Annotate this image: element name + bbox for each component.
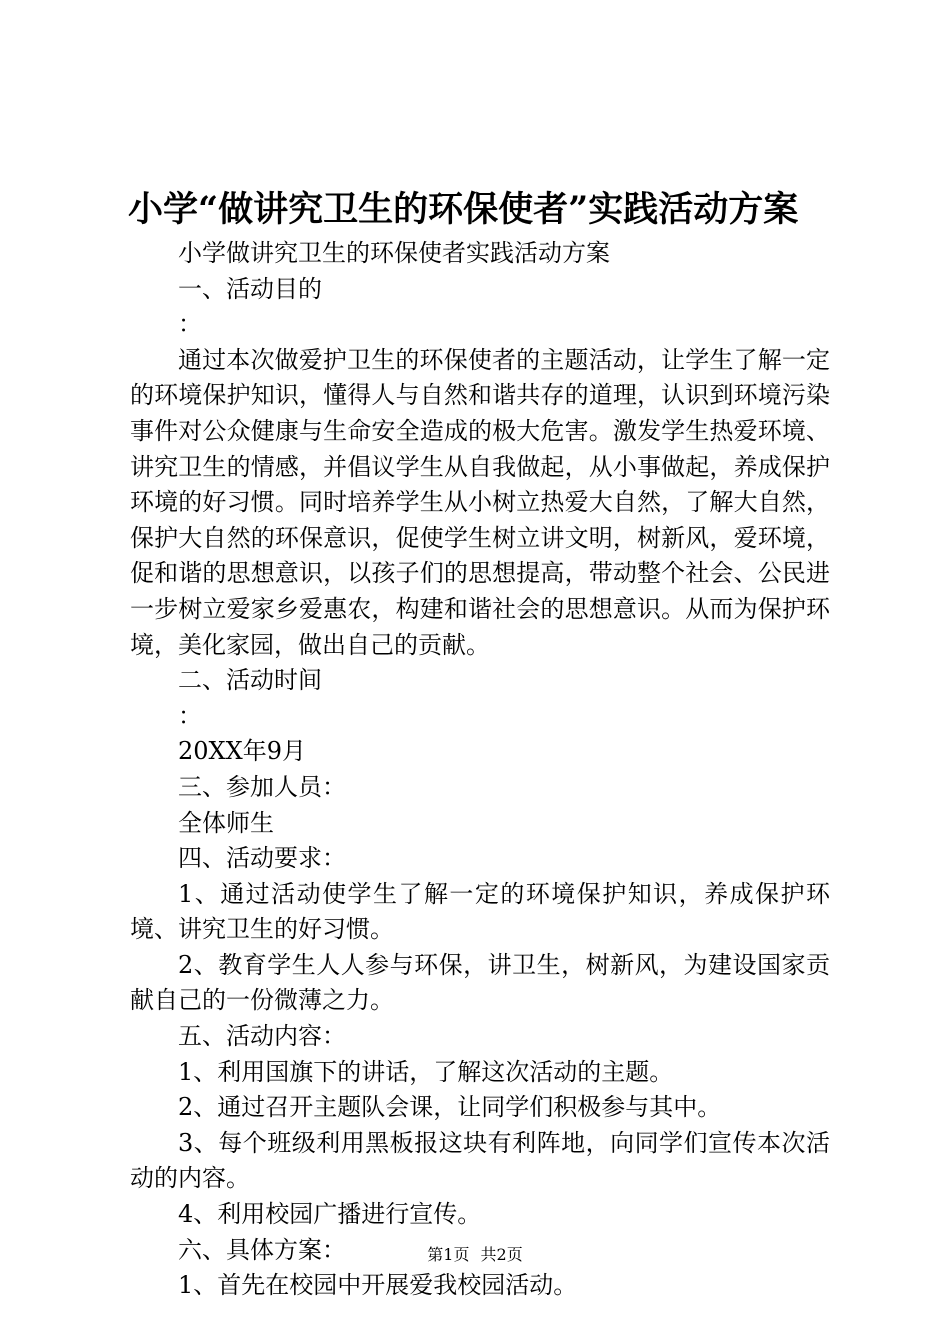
section-heading-purpose: 一、活动目的	[178, 274, 322, 303]
section-heading-content: 五、活动内容：	[178, 1022, 346, 1051]
list-item: 1、首先在校园中开展爱我校园活动。	[178, 1271, 578, 1300]
section-heading-plan: 六、具体方案：	[178, 1235, 346, 1264]
section-heading-requirements: 四、活动要求：	[178, 844, 346, 873]
document-title: 小学“做讲究卫生的环保使者”实践活动方案	[128, 189, 799, 230]
list-item: 1、利用国旗下的讲话，了解这次活动的主题。	[178, 1057, 674, 1086]
paragraph-participants: 全体师生	[178, 808, 274, 837]
list-item: 1、通过活动使学生了解一定的环境保护知识，养成保护环境、讲究卫生的好习惯。	[130, 879, 830, 944]
paragraph-date: 20XX年9月	[178, 737, 306, 766]
list-item: 2、教育学生人人参与环保，讲卫生，树新风，为建设国家贡献自己的一份微薄之力。	[130, 950, 830, 1015]
section-heading-time: 二、活动时间	[178, 666, 322, 695]
paragraph-purpose-body: 通过本次做爱护卫生的环保使者的主题活动，让学生了解一定的环境保护知识，懂得人与自然和谐共存的道理，认识到环境污染事件对公众健康与生命安全造成的极大危害。激发学生热爱环境、讲究卫生的情感，并倡议学生从自我做起，从小事做起，养成保护环境的好习惯。同时培养学生从小树立热爱大自然，了解大自然，保护大自然的环保意识，促使学生树立讲文明，树新风，爱环境，促和谐的思想意识，以孩子们的思想提高，带动整个社会、公民进一步树立爱家乡爱惠农，构建和谐社会的思想意识。从而为保护环境，美化家园，做出自己的贡献。	[130, 345, 830, 659]
page-total: 共2页	[480, 1245, 523, 1264]
section-heading-participants: 三、参加人员：	[178, 772, 346, 801]
list-item: 3、每个班级利用黑板报这块有利阵地，向同学们宣传本次活动的内容。	[130, 1128, 830, 1193]
paragraph-colon: ：	[178, 310, 202, 339]
paragraph-colon: ：	[178, 701, 202, 730]
page-number: 第1页	[427, 1245, 470, 1264]
list-item: 4、利用校园广播进行宣传。	[178, 1200, 482, 1229]
document-body	[130, 236, 830, 1304]
page-footer	[0, 1243, 950, 1267]
list-item: 2、通过召开主题队会课，让同学们积极参与其中。	[178, 1093, 722, 1122]
paragraph-subtitle: 小学做讲究卫生的环保使者实践活动方案	[178, 239, 610, 267]
